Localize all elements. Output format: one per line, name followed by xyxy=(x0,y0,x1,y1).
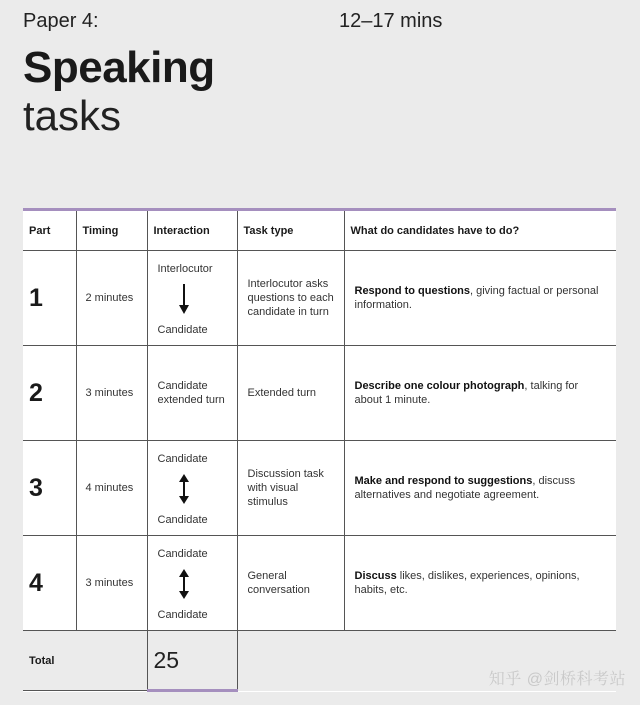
interaction-to: Candidate xyxy=(157,514,208,526)
interaction-from: Candidate xyxy=(157,453,208,465)
total-label: Total xyxy=(23,631,76,691)
column-header-timing: Timing xyxy=(76,211,147,251)
task-type-cell: General conversation xyxy=(237,536,344,631)
part-number: 4 xyxy=(23,536,76,631)
task-type-cell: Extended turn xyxy=(237,346,344,441)
interaction-cell: Candidate extended turn xyxy=(147,346,237,441)
column-header-interaction: Interaction xyxy=(147,211,237,251)
column-header-part: Part xyxy=(23,211,76,251)
page-subtitle: tasks xyxy=(23,92,122,139)
description-cell xyxy=(344,346,616,441)
description-bold: Describe one colour photograph xyxy=(354,380,525,392)
description-bold: Discuss xyxy=(354,570,397,582)
part-number: 2 xyxy=(23,346,76,441)
timing-cell: 3 minutes xyxy=(76,346,147,441)
interaction-cell xyxy=(147,441,237,536)
description-cell xyxy=(344,441,616,536)
task-type-cell: Discussion task with visual stimulus xyxy=(237,441,344,536)
timing-cell: 2 minutes xyxy=(76,251,147,346)
column-header-task-type: Task type xyxy=(237,211,344,251)
description-cell xyxy=(344,536,616,631)
interaction-cell xyxy=(147,536,237,631)
total-spacer xyxy=(76,631,147,691)
watermark: 知乎 @剑桥科考站 xyxy=(488,671,626,688)
page-title: Speaking xyxy=(23,43,215,92)
column-header-what-to-do: What do candidates have to do? xyxy=(344,211,616,251)
timing-cell: 3 minutes xyxy=(76,536,147,631)
task-type-cell: Interlocutor asks questions to each candidate in turn xyxy=(237,251,344,346)
interaction-to: Candidate xyxy=(157,609,208,621)
table-row xyxy=(23,251,616,346)
description-bold: Respond to questions xyxy=(354,285,470,297)
description-text: , giving factual or personal information. xyxy=(354,285,599,311)
table-row xyxy=(23,441,616,536)
down-arrow-icon xyxy=(178,284,190,314)
speaking-tasks-table xyxy=(23,208,616,692)
interaction-from: Interlocutor xyxy=(157,263,213,275)
table-row xyxy=(23,346,616,441)
table-header-row xyxy=(23,211,616,251)
description-text: likes, dislikes, experiences, opinions, habits, etc. xyxy=(354,570,580,596)
part-number: 1 xyxy=(23,251,76,346)
description-text: , discuss alternatives and negotiate agreement. xyxy=(354,475,576,501)
part-number: 3 xyxy=(23,441,76,536)
description-text: , talking for about 1 minute. xyxy=(354,380,579,406)
duration-label: 12–17 mins xyxy=(339,10,443,32)
interaction-to: Candidate xyxy=(157,324,208,336)
description-bold: Make and respond to suggestions xyxy=(354,475,533,487)
table-row xyxy=(23,536,616,631)
double-arrow-icon xyxy=(178,474,190,504)
paper-label: Paper 4: xyxy=(23,10,99,32)
total-empty xyxy=(237,631,344,691)
timing-cell: 4 minutes xyxy=(76,441,147,536)
description-cell xyxy=(344,251,616,346)
interaction-cell xyxy=(147,251,237,346)
total-value: 25 xyxy=(147,631,237,691)
interaction-from: Candidate xyxy=(157,548,208,560)
double-arrow-icon xyxy=(178,569,190,599)
